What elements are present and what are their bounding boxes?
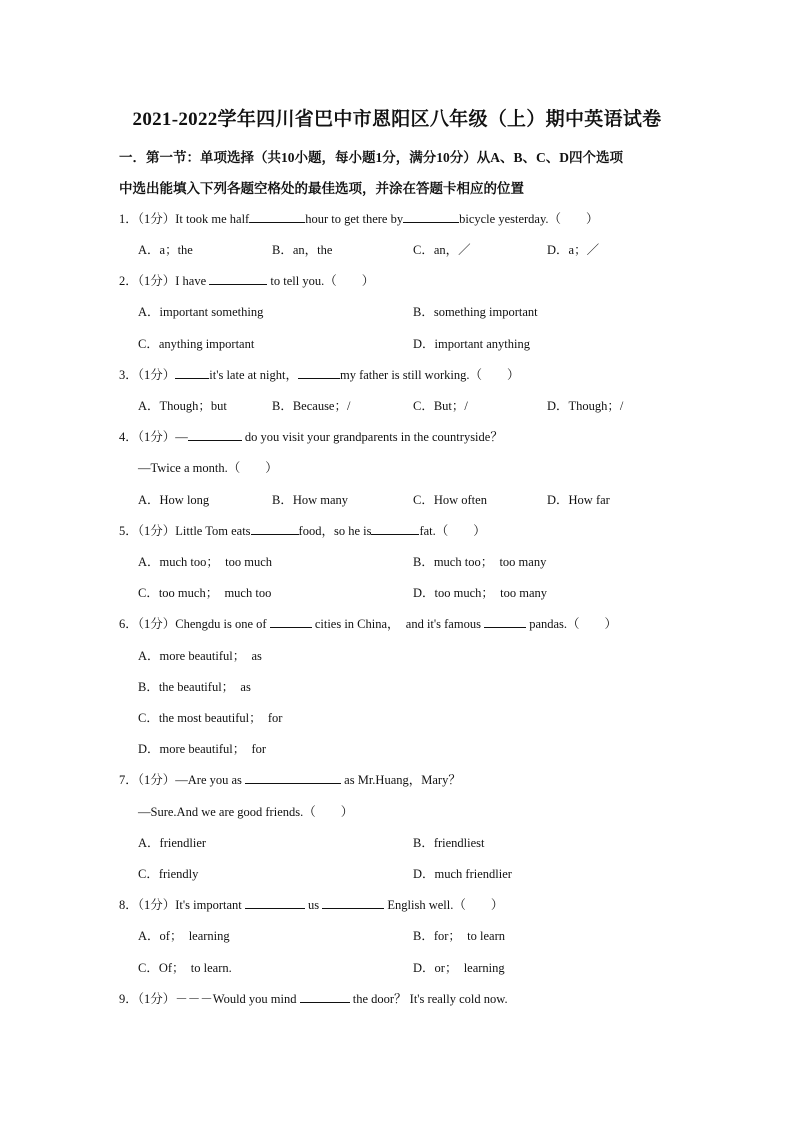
section-heading-line-1: 一．第一节：单项选择（共10小题，每小题1分，满分10分）从A、B、C、D四个选项 xyxy=(119,150,624,165)
answer-blank xyxy=(251,523,299,535)
option-b: B．for； to learn xyxy=(413,929,505,943)
question-4 xyxy=(119,427,503,445)
question-text: it's late at night， xyxy=(209,368,298,382)
question-4-dialogue: —Twice a month.（ ） xyxy=(138,461,278,475)
answer-blank xyxy=(403,211,459,223)
question-number: 7．（1分） xyxy=(119,773,176,787)
question-text: the door？ It's really cold now. xyxy=(349,992,508,1006)
question-text: Chengdu is one of xyxy=(175,617,270,631)
question-7-dialogue: —Sure.And we are good friends.（ ） xyxy=(138,805,354,819)
option-a: A．friendlier xyxy=(138,836,207,850)
question-text: as Mr.Huang，Mary？ xyxy=(341,773,461,787)
option-b: B．Because；/ xyxy=(272,399,351,413)
option-d: D．more beautiful； for xyxy=(138,742,267,756)
option-a: A．How long xyxy=(138,493,210,507)
question-text: fat.（ ） xyxy=(419,524,486,538)
option-b: B．much too； too many xyxy=(413,555,547,569)
option-c: C．But；/ xyxy=(413,399,468,413)
option-b: B．something important xyxy=(413,305,538,319)
option-a: A．much too； too much xyxy=(138,555,273,569)
option-d: D．important anything xyxy=(413,337,530,351)
question-8 xyxy=(119,895,503,913)
question-number: 3．（1分） xyxy=(119,368,176,382)
option-a: A．a；the xyxy=(138,243,193,257)
option-c: C．How often xyxy=(413,493,487,507)
answer-blank xyxy=(300,991,350,1003)
question-text: I have xyxy=(175,274,210,288)
question-5 xyxy=(119,521,486,539)
question-number: 9．（1分） xyxy=(119,992,176,1006)
option-c: C．an，／ xyxy=(413,243,471,257)
page-title: 2021-2022学年四川省巴中市恩阳区八年级（上）期中英语试卷 xyxy=(132,109,662,130)
answer-blank xyxy=(188,429,242,441)
option-a: A．more beautiful； as xyxy=(138,649,262,663)
answer-blank xyxy=(298,367,340,379)
answer-blank xyxy=(249,211,305,223)
option-c: C．anything important xyxy=(138,337,255,351)
question-number: 4．（1分） xyxy=(119,430,176,444)
option-d: D．a；／ xyxy=(547,243,600,257)
option-b: B．friendliest xyxy=(413,836,485,850)
question-text: Little Tom eats xyxy=(175,524,251,538)
option-b: B．an，the xyxy=(272,243,333,257)
question-text: food，so he is xyxy=(298,524,372,538)
answer-blank xyxy=(245,772,341,784)
answer-blank xyxy=(371,523,419,535)
question-number: 2．（1分） xyxy=(119,274,176,288)
option-b: B．the beautiful； as xyxy=(138,680,251,694)
answer-blank xyxy=(175,367,209,379)
question-number: 6．（1分） xyxy=(119,617,176,631)
question-2 xyxy=(119,271,374,289)
option-d: D．much friendlier xyxy=(413,867,512,881)
option-c: C．too much； much too xyxy=(138,586,272,600)
answer-blank xyxy=(270,616,312,628)
answer-blank xyxy=(322,897,384,909)
question-9 xyxy=(119,989,508,1007)
option-c: C．Of； to learn. xyxy=(138,961,232,975)
question-text: It's important xyxy=(175,898,245,912)
question-3 xyxy=(119,365,519,383)
option-b: B．How many xyxy=(272,493,349,507)
question-text: －－－Would you mind xyxy=(175,992,300,1006)
option-c: C．the most beautiful； for xyxy=(138,711,283,725)
question-1 xyxy=(119,209,599,227)
question-text: do you visit your grandparents in the countryside？ xyxy=(241,430,503,444)
question-7 xyxy=(119,770,461,788)
option-a: A．important something xyxy=(138,305,264,319)
option-d: D．Though；/ xyxy=(547,399,624,413)
option-c: C．friendly xyxy=(138,867,199,881)
question-text: —Are you as xyxy=(175,773,246,787)
question-text: hour to get there by xyxy=(305,212,404,226)
question-text: my father is still working.（ ） xyxy=(339,368,520,382)
option-d: D．How far xyxy=(547,493,610,507)
answer-blank xyxy=(484,616,526,628)
question-6 xyxy=(119,614,617,632)
option-a: A．of； learning xyxy=(138,929,230,943)
question-text: to tell you.（ ） xyxy=(267,274,375,288)
question-text: pandas.（ ） xyxy=(526,617,618,631)
answer-blank xyxy=(209,273,267,285)
question-text: cities in China， and it's famous xyxy=(311,617,485,631)
question-text: bicycle yesterday.（ ） xyxy=(459,212,599,226)
answer-blank xyxy=(245,897,305,909)
question-text: us xyxy=(304,898,323,912)
option-a: A．Though；but xyxy=(138,399,227,413)
question-text: It took me half xyxy=(175,212,250,226)
option-d: D．too much； too many xyxy=(413,586,548,600)
question-text: — xyxy=(175,430,188,444)
question-number: 5．（1分） xyxy=(119,524,176,538)
option-d: D．or； learning xyxy=(413,961,505,975)
question-number: 1．（1分） xyxy=(119,212,176,226)
question-text: English well.（ ） xyxy=(384,898,504,912)
question-number: 8．（1分） xyxy=(119,898,176,912)
section-heading-line-2: 中选出能填入下列各题空格处的最佳选项，并涂在答题卡相应的位置 xyxy=(119,181,524,196)
